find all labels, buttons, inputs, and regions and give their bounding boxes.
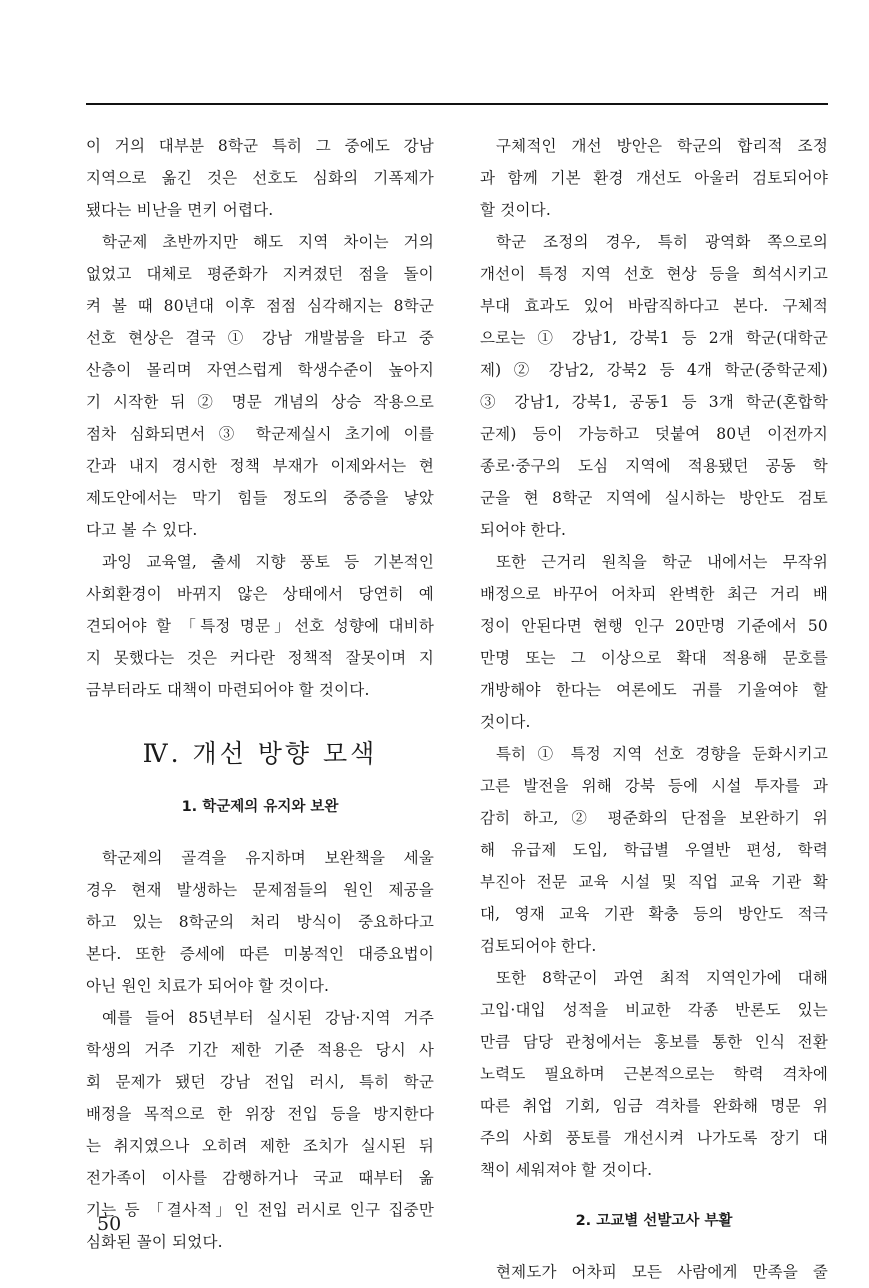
text-line: 주의 사회 풍토를 개선시켜 나가도록 장기 대 — [480, 1129, 828, 1147]
text-line: 이 거의 대부분 8학군 특히 그 중에도 강남 — [86, 137, 434, 155]
text-line: 부진아 전문 교육 시설 및 직업 교육 기관 확 — [480, 873, 828, 891]
text-line: 고입·대입 성적을 비교한 각종 반론도 있는 — [480, 1001, 828, 1019]
text-line: 감히 하고, ② 평준화의 단점을 보완하기 위 — [480, 809, 828, 827]
text-line: 또한 8학군이 과연 최적 지역인가에 대해 — [496, 969, 828, 987]
left-column — [86, 130, 434, 1258]
text-line: 본다. 또한 증세에 따른 미봉적인 대증요법이 — [86, 945, 434, 963]
text-line: 개방해야 한다는 여론에도 귀를 기울여야 할 — [480, 681, 828, 699]
text-line: 기 시작한 뒤 ② 명문 개념의 상승 작용으로 — [86, 393, 434, 411]
text-line: 예를 들어 85년부터 실시된 강남·지역 거주 — [102, 1009, 434, 1027]
text-line: 개선이 특정 지역 선호 현상 등을 희석시키고 — [480, 265, 828, 283]
paragraph — [480, 546, 828, 738]
text-line: 종로·중구의 도심 지역에 적용됐던 공동 학 — [480, 457, 828, 475]
text-line: 는 취지였으나 오히려 제한 조치가 실시된 뒤 — [86, 1137, 434, 1155]
text-line: 사회환경이 바뀌지 않은 상태에서 당연히 예 — [86, 585, 434, 603]
text-line: 아닌 원인 치료가 되어야 할 것이다. — [86, 977, 330, 995]
text-line: 다고 볼 수 있다. — [86, 521, 198, 539]
text-line: 제도안에서는 막기 힘들 정도의 중증을 낳았 — [86, 489, 434, 507]
subsection-title: 1. 학군제의 유지와 보완 — [181, 799, 339, 815]
text-line: 대, 영재 교육 기관 확충 등의 방안도 적극 — [480, 905, 828, 923]
text-line: 구체적인 개선 방안은 학군의 합리적 조정 — [496, 137, 828, 155]
text-line: 경우 현재 발생하는 문제점들의 원인 제공을 — [86, 881, 434, 899]
paragraph — [480, 738, 828, 962]
text-line: 산층이 몰리며 자연스럽게 학생수준이 높아지 — [86, 361, 434, 379]
text-line: 특히 ① 특정 지역 선호 경향을 둔화시키고 — [496, 745, 828, 763]
text-line: 견되어야 할 「특정 명문」선호 성향에 대비하 — [86, 617, 434, 635]
text-line: 학군제 초반까지만 해도 지역 차이는 거의 — [102, 233, 434, 251]
text-line: ③ 강남1, 강북1, 공동1 등 3개 학군(혼합학 — [480, 393, 828, 411]
text-line: 배정을 목적으로 한 위장 전입 등을 방지한다 — [86, 1105, 434, 1123]
text-line: 회 문제가 됐던 강남 전입 러시, 특히 학군 — [86, 1073, 434, 1091]
text-line: 부대 효과도 있어 바람직하다고 본다. 구체적 — [480, 297, 828, 315]
subsection-title: 2. 고교별 선발고사 부활 — [575, 1213, 733, 1229]
paragraph — [480, 962, 828, 1186]
paragraph — [480, 1256, 828, 1288]
paragraph — [86, 1002, 434, 1258]
text-line: 으로는 ① 강남1, 강북1 등 2개 학군(대학군 — [480, 329, 828, 347]
text-line: 제) ② 강남2, 강북2 등 4개 학군(중학군제) — [480, 361, 828, 379]
text-line: 학군제의 골격을 유지하며 보완책을 세울 — [102, 849, 434, 867]
paragraph — [86, 842, 434, 1002]
text-line: 책이 세워져야 할 것이다. — [480, 1161, 653, 1179]
text-line: 할 것이다. — [480, 201, 551, 219]
text-line: 또한 근거리 원칙을 학군 내에서는 무작위 — [496, 553, 828, 571]
text-line: 금부터라도 대책이 마련되어야 할 것이다. — [86, 681, 370, 699]
text-line: 정이 안된다면 현행 인구 20만명 기준에서 50 — [480, 617, 828, 635]
text-line: 노력도 필요하며 근본적으로는 학력 격차에 — [480, 1065, 828, 1083]
paragraph — [480, 130, 828, 226]
paragraph — [480, 226, 828, 546]
text-line: 군제) 등이 가능하고 덧붙여 80년 이전까지 — [480, 425, 828, 443]
text-line: 과잉 교육열, 출세 지향 풍토 등 기본적인 — [102, 553, 434, 571]
text-line: 됐다는 비난을 면키 어렵다. — [86, 201, 274, 219]
text-line: 학생의 거주 기간 제한 기준 적용은 당시 사 — [86, 1041, 434, 1059]
text-line: 현제도가 어차피 모든 사람에게 만족을 줄 — [496, 1263, 828, 1281]
text-line: 심화된 꼴이 되었다. — [86, 1233, 223, 1251]
text-line: 켜 볼 때 80년대 이후 점점 심각해지는 8학군 — [86, 297, 434, 315]
text-line: 해 유급제 도입, 학급별 우열반 편성, 학력 — [480, 841, 828, 859]
text-line: 만큼 담당 관청에서는 홍보를 통한 인식 전환 — [480, 1033, 828, 1051]
paragraph — [86, 226, 434, 546]
text-line: 과 함께 기본 환경 개선도 아울러 검토되어야 — [480, 169, 828, 187]
text-line: 간과 내지 경시한 정책 부재가 이제와서는 현 — [86, 457, 434, 475]
text-line: 배정으로 바꾸어 어차피 완벽한 최근 거리 배 — [480, 585, 828, 603]
text-line: 없었고 대체로 평준화가 지켜졌던 점을 돌이 — [86, 265, 434, 283]
page-number: 50 — [97, 1213, 122, 1235]
text-line: 검토되어야 한다. — [480, 937, 597, 955]
text-line: 점차 심화되면서 ③ 학군제실시 초기에 이를 — [86, 425, 434, 443]
text-line: 만명 또는 그 이상으로 확대 적용해 문호를 — [480, 649, 828, 667]
text-line: 것이다. — [480, 713, 531, 731]
text-line: 지역으로 옮긴 것은 선호도 심화의 기폭제가 — [86, 169, 434, 187]
text-line: 고른 발전을 위해 강북 등에 시설 투자를 과 — [480, 777, 828, 795]
section-title: Ⅳ. 개선 방향 모색 — [142, 739, 378, 768]
right-column — [480, 130, 828, 1288]
text-line: 학군 조정의 경우, 특히 광역화 쪽으로의 — [496, 233, 828, 251]
paragraph — [86, 130, 434, 226]
text-line: 군을 현 8학군 지역에 실시하는 방안도 검토 — [480, 489, 828, 507]
text-line: 선호 현상은 결국 ① 강남 개발붐을 타고 중 — [86, 329, 434, 347]
header-rule — [86, 103, 828, 105]
text-line: 기는 등 「결사적」인 전입 러시로 인구 집중만 — [86, 1201, 434, 1219]
paragraph — [86, 546, 434, 706]
text-line: 되어야 한다. — [480, 521, 567, 539]
text-line: 지 못했다는 것은 커다란 정책적 잘못이며 지 — [86, 649, 434, 667]
text-line: 전가족이 이사를 감행하거나 국교 때부터 옮 — [86, 1169, 434, 1187]
text-line: 하고 있는 8학군의 처리 방식이 중요하다고 — [86, 913, 434, 931]
text-line: 따른 취업 기회, 임금 격차를 완화해 명문 위 — [480, 1097, 828, 1115]
